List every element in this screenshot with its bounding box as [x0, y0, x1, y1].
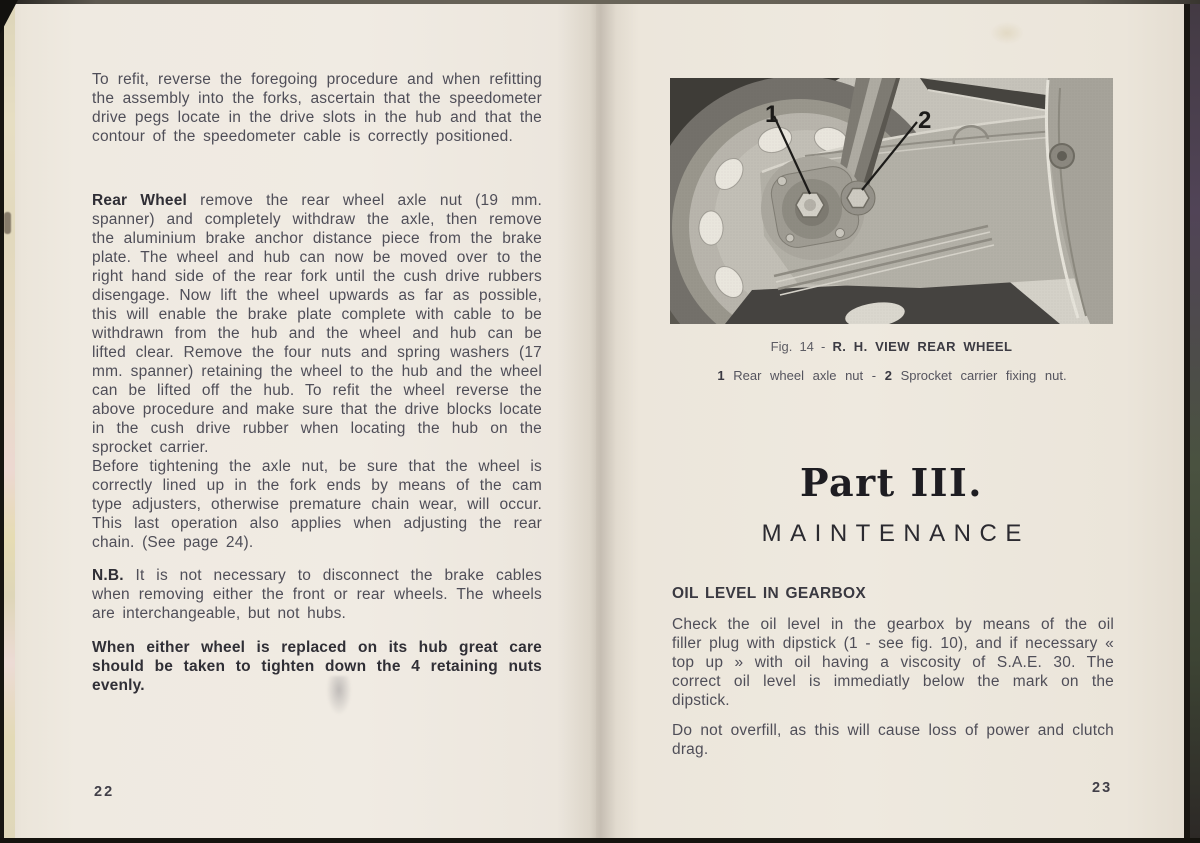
paragraph-overfill: Do not overfill, as this will cause loss of power and clutch drag.: [672, 722, 1114, 758]
paragraph-before-tightening: Before tightening the axle nut, be sure that the wheel is correctly lined up in the fork ends by means of the cam type adjusters, otherwise premature chain wear, will occur. This last operation also applies when adjusting the rear chain. (See page 24).: [92, 458, 542, 551]
callout-number-2: 2: [918, 107, 932, 134]
part-subtitle: MAINTENANCE: [761, 520, 1030, 547]
scan-edge-right: [1190, 0, 1200, 843]
figure-caption: [670, 339, 1113, 354]
rear-wheel-lead: Rear Wheel: [92, 192, 188, 209]
rear-wheel-body: remove the rear wheel axle nut (19 mm. spanner) and completely withdraw the axle, then remove the aluminium brake anchor distance piece from the brake plate. The wheel and hub can now be moved over to the right hand side of the rear fork until the cush drive rubbers disengage. Now lift the wheel upwards as far as possible, this will enable the brake plate complete with cable to be withdrawn from the hub and the wheel and hub can be lifted clear. Remove the four nuts and spring washers (17 mm. spanner) retaining the wheel to the hub and the wheel can be lifted off the hub. To refit the wheel reverse the above procedure and make sure that the drive blocks locate in the cush drive rubber when locating the hub on the sprocket carrier.: [92, 192, 542, 456]
paragraph-oil-level: Check the oil level in the gearbox by means of the oil filler plug with dipstick (1 - see fig. 10), and if necessary « top up » with oil having a viscosity of S.A.E. 30. The correct oil level is immediatly below the mark on the dipstick.: [672, 616, 1114, 709]
figure-caption-title: R. H. VIEW REAR WHEEL: [832, 339, 1013, 354]
section-heading-oil-level: OIL LEVEL IN GEARBOX: [672, 585, 867, 602]
page-edge-mark: [4, 212, 11, 234]
legend-text-2: Sprocket carrier fixing nut.: [891, 368, 1067, 383]
part-title: Part III.: [799, 460, 984, 505]
gutter-shadow: [556, 0, 640, 843]
legend-ref-1: 1: [717, 368, 725, 383]
paragraph-rear-wheel: [92, 191, 542, 457]
paragraph-warning: When either wheel is replaced on its hub great care should be taken to tighten down the 4 retaining nuts evenly.: [92, 639, 542, 694]
scan-edge-top: [0, 0, 1200, 4]
page-stain-faint: [990, 22, 1024, 44]
scan-edge-bottom: [0, 838, 1200, 843]
page-number-right: 23: [1092, 780, 1113, 796]
legend-text-1: Rear wheel axle nut -: [724, 368, 885, 383]
nb-lead: N.B.: [92, 567, 124, 584]
legend-ref-2: 2: [884, 368, 892, 383]
figure-14-photo: [670, 78, 1113, 324]
page-edges-strip: [4, 4, 15, 838]
halftone-overlay: [670, 78, 1113, 324]
figure-legend: [648, 368, 1136, 383]
figure-caption-prefix: Fig. 14 -: [770, 339, 833, 354]
nb-body: It is not necessary to disconnect the brake cables when removing either the front or rear wheels. The wheels are interchangeable, but not hubs.: [92, 567, 542, 622]
callout-number-1: 1: [765, 101, 779, 128]
page-number-left: 22: [94, 784, 115, 800]
paragraph-nb: [92, 566, 542, 623]
paragraph-refit: To refit, reverse the foregoing procedure and when refitting the assembly into the forks, ascertain that the speedometer drive pegs locate in the drive slots in the hub and that the contour of the speedometer cable is correctly positioned.: [92, 71, 542, 145]
